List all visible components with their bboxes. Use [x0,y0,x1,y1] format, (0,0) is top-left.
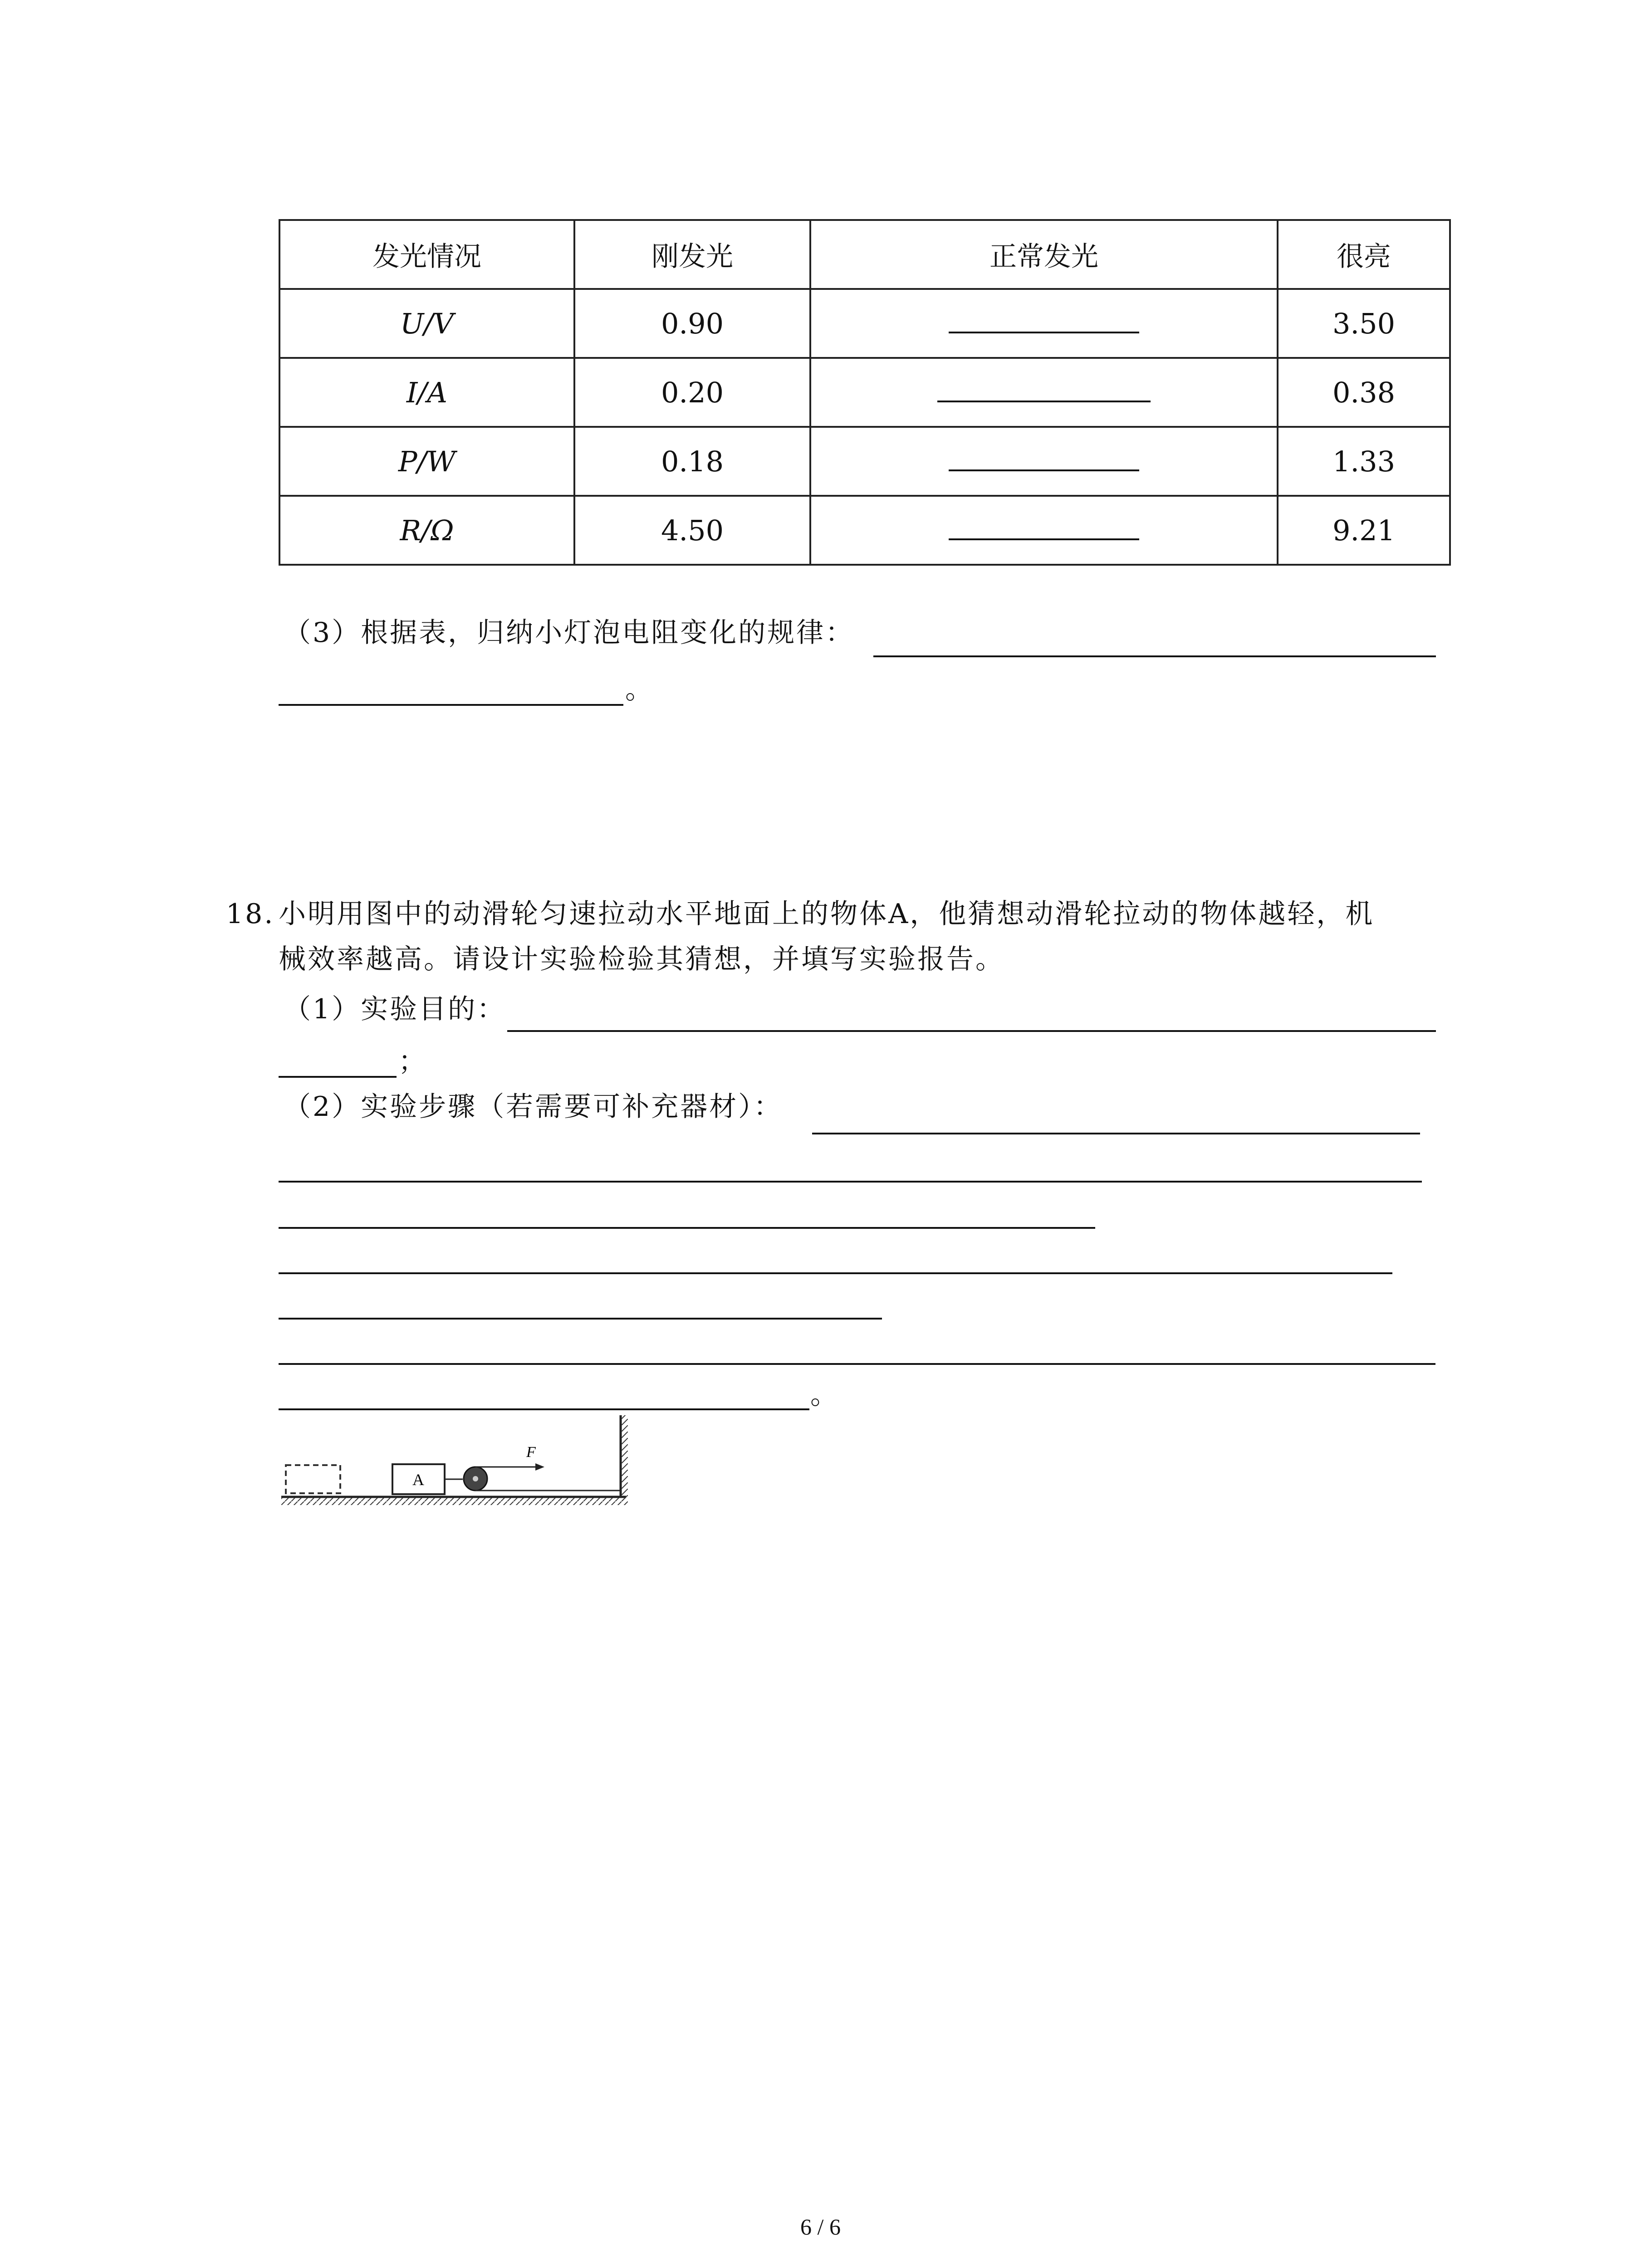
q18-part1-prompt: （1）实验目的： [284,993,506,1025]
page-number: 6 / 6 [800,2214,841,2239]
answer-line[interactable] [812,1133,1420,1134]
wall-hatch [622,1415,628,1504]
answer-line[interactable] [279,1227,1095,1229]
table-cell: 3.50 [1278,289,1450,358]
answer-line[interactable] [279,1181,1422,1183]
table-row [279,289,1450,358]
block-a-label: A [412,1471,424,1489]
answer-blank[interactable] [949,313,1139,333]
header-cell: 正常发光 [810,220,1278,289]
answer-line[interactable] [279,1363,1435,1365]
row-label: P/W [279,427,574,496]
q18-part2-prompt: （2）实验步骤（若需要可补充器材）： [284,1091,783,1123]
table-cell: 0.90 [574,289,810,358]
fill-blank-cell[interactable] [810,427,1278,496]
pulley-diagram [272,1406,644,1515]
fill-blank-cell[interactable] [810,496,1278,565]
table-cell: 0.38 [1278,358,1450,427]
fill-blank-cell[interactable] [810,289,1278,358]
ground-hatch [281,1498,626,1505]
answer-blank[interactable] [949,520,1139,540]
question-number: 18. [226,898,275,930]
answer-blank[interactable] [937,382,1151,402]
fill-blank-cell[interactable] [810,358,1278,427]
answer-line[interactable] [279,704,623,706]
table-cell: 0.18 [574,427,810,496]
table-row [279,496,1450,565]
answer-line[interactable] [279,1076,397,1078]
question-text: 械效率越高。请设计实验检验其猜想，并填写实验报告。 [279,943,1004,975]
header-cell: 发光情况 [279,220,574,289]
row-label: R/Ω [279,496,574,565]
table-row [279,358,1450,427]
end-mark: ； [398,1046,427,1077]
q17-part3-prompt: （3）根据表，归纳小灯泡电阻变化的规律： [284,617,855,649]
end-mark: 。 [810,1379,839,1411]
header-cell: 很亮 [1278,220,1450,289]
initial-position-outline [286,1465,340,1493]
table-cell: 0.20 [574,358,810,427]
question-text: 小明用图中的动滑轮匀速拉动水平地面上的物体A，他猜想动滑轮拉动的物体越轻，机 [279,898,1375,930]
pulley-axle [473,1476,478,1481]
row-label: U/V [279,289,574,358]
force-arrow [535,1463,544,1471]
header-cell: 刚发光 [574,220,810,289]
table-cell: 1.33 [1278,427,1450,496]
answer-line[interactable] [507,1030,1436,1032]
answer-line[interactable] [279,1318,882,1320]
table-cell: 4.50 [574,496,810,565]
end-mark: 。 [625,674,654,705]
data-table [279,219,1451,566]
table-cell: 9.21 [1278,496,1450,565]
force-label: F [526,1444,536,1461]
table-row [279,427,1450,496]
answer-line[interactable] [279,1272,1392,1274]
table-header-row [279,220,1450,289]
row-label: I/A [279,358,574,427]
answer-line[interactable] [873,655,1436,657]
answer-blank[interactable] [949,451,1139,471]
